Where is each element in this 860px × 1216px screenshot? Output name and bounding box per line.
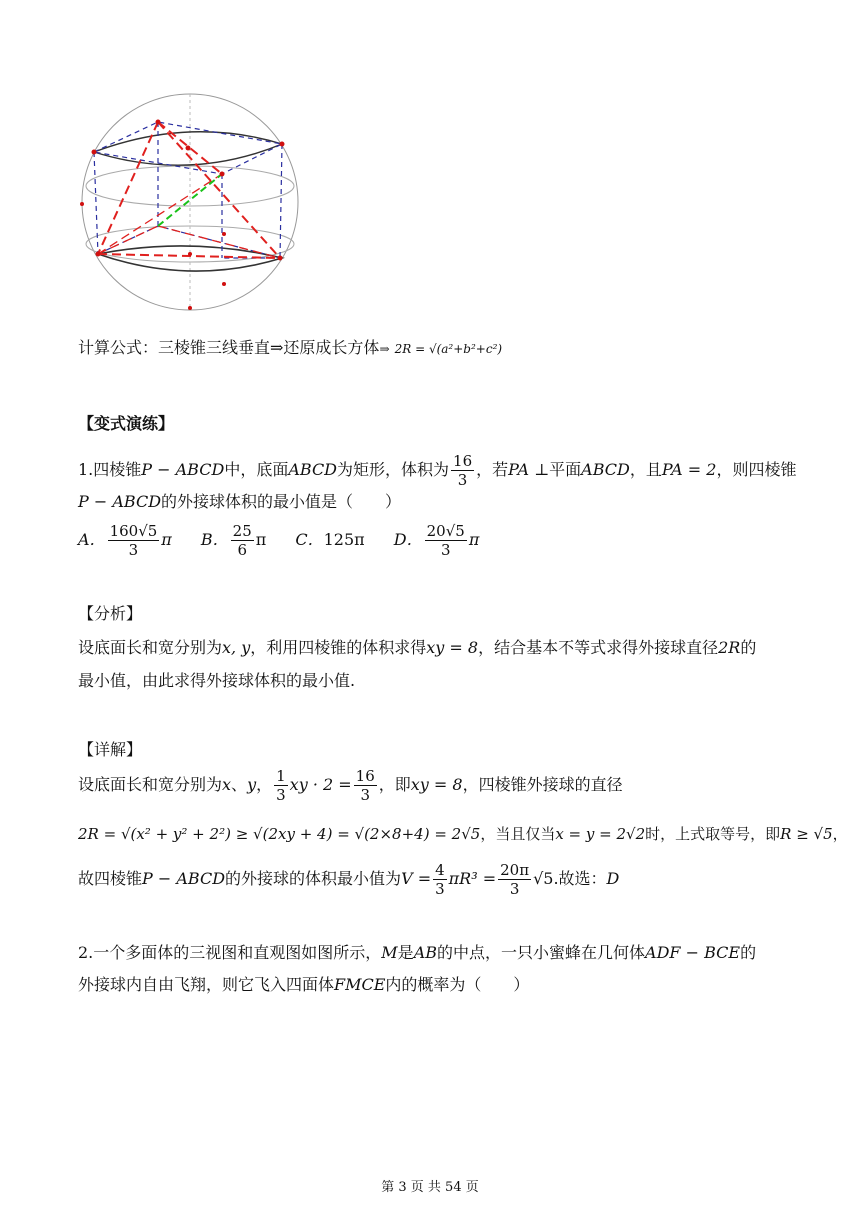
option-d: D． $\frac{20√5}{3}$ π (393, 522, 480, 559)
sphere-pyramid-figure (74, 86, 308, 318)
detail-line2: 2R = √(x² + y² + 2²) ≥ √(2xy + 4) = √(2×8+4) = 2√5，当且仅当x = y = 2√2时，上式取等号，即R ≥ √5， (78, 825, 848, 843)
detail-line1: 设底面长和宽分别为x、y， $\frac{1}{3}$ xy · 2 = $\frac{16}{3}$ ，即xy = 8，四棱锥外接球的直径 (78, 767, 623, 804)
q2-line1: 2.一个多面体的三视图和直观图如图所示，M是AB的中点，一只小蜜蜂在几何体ADF − BCE的 (78, 943, 757, 962)
green-segment (158, 174, 222, 226)
option-b: B． $\frac{25}{6}$ π (200, 522, 267, 559)
sphere-outline (82, 94, 298, 310)
analysis-line2: 最小值，由此求得外接球体积的最小值. (78, 671, 356, 690)
section-title: 【变式演练】 (78, 414, 175, 433)
formula-line: 计算公式：三棱锥三线垂直⇒还原成长方体⇒ 2R = √(a²+b²+c²) (78, 338, 503, 357)
analysis-title: 【分析】 (78, 604, 143, 623)
option-a: A． $\frac{160√5}{3}$ π (78, 522, 172, 559)
q2-line2: 外接球内自由飞翔，则它飞入四面体FMCE内的概率为（ ） (78, 975, 530, 994)
detail-title: 【详解】 (78, 740, 143, 759)
page-footer: 第 3 页 共 54 页 (381, 1180, 479, 1195)
q1-options (78, 522, 503, 559)
option-c: C．125π (295, 530, 365, 549)
detail-line3: 故四棱锥P − ABCD的外接球的体积最小值为V = $\frac{4}{3}$ πR³ = $\frac{20\pi}{3}$ √5.故选：D (78, 861, 620, 898)
q1-line1: 1.四棱锥P − ABCD中，底面ABCD为矩形，体积为 $\frac{16}{3}$ ，若PA ⊥平面ABCD，且PA = 2，则四棱锥 (78, 452, 797, 489)
q1-line2: P − ABCD的外接球体积的最小值是（ ） (78, 492, 402, 511)
analysis-line1: 设底面长和宽分别为x, y，利用四棱锥的体积求得xy = 8，结合基本不等式求得外接球直径2R的 (78, 638, 757, 657)
